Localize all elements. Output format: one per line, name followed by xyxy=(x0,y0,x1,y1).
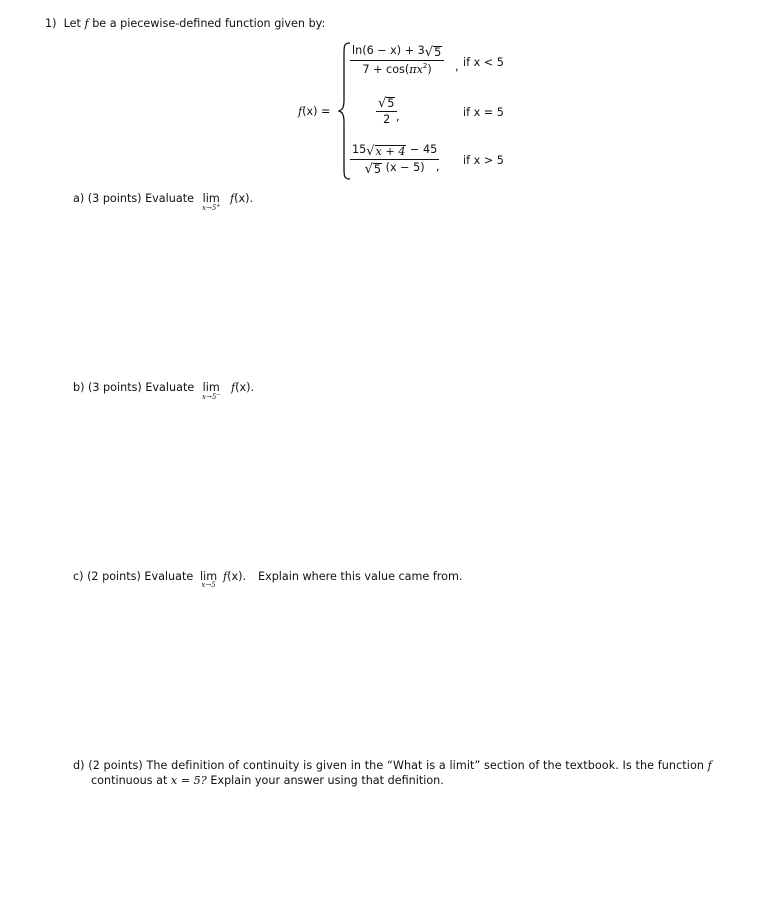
part-c-explain: Explain where this value came from. xyxy=(258,570,463,583)
part-a-fx: f(x). xyxy=(230,192,254,205)
function-label: f(x) = xyxy=(298,105,331,118)
case3-denominator: √ 5 (x − 5) xyxy=(364,161,425,177)
part-a-limit: lim x→5+ xyxy=(202,192,221,212)
case3-comma: , xyxy=(436,160,440,173)
case3-numerator: 15 √ x + 4 − 45 xyxy=(352,143,438,159)
part-a-prompt: a) (3 points) Evaluate xyxy=(73,192,194,205)
part-d-line2: continuous at x = 5? Explain your answer using that definition. xyxy=(91,774,444,787)
part-d-line1: d) (2 points) The definition of continuity is given in the “What is a limit” section of the textbook. Is the function f xyxy=(73,759,712,772)
intro-var: f xyxy=(84,17,89,30)
intro-pre: Let xyxy=(63,17,81,30)
case1-denominator: $7 + \cos(\pi x^2)$ xyxy=(362,62,432,76)
part-b-prompt: b) (3 points) Evaluate xyxy=(73,381,195,394)
part-b-limit: lim x→5− xyxy=(202,381,221,401)
intro-post: be a piecewise-defined function given by: xyxy=(92,17,326,30)
case2-comma: , xyxy=(396,110,400,123)
problem-number: 1) xyxy=(45,17,57,30)
case1-numerator: ln(6 − x) + 3 √ 5 xyxy=(352,44,442,60)
part-c-fx: f(x). xyxy=(223,570,247,583)
case3-condition: if x > 5 xyxy=(463,154,504,167)
case2-denominator: 2 xyxy=(383,113,391,126)
part-b-fx: f(x). xyxy=(231,381,255,394)
problem-intro xyxy=(45,17,325,30)
case1-condition: if x < 5 xyxy=(463,56,504,69)
case2-numerator: √ 5 xyxy=(378,96,395,111)
case2-fraction xyxy=(376,95,397,126)
case1-comma: , xyxy=(455,60,459,73)
part-c-prompt: c) (2 points) Evaluate xyxy=(73,570,194,583)
case2-condition: if x = 5 xyxy=(463,106,504,119)
case3-fraction xyxy=(350,143,439,176)
case1-fraction xyxy=(350,44,444,76)
part-c-limit: lim x→5 xyxy=(200,570,218,589)
